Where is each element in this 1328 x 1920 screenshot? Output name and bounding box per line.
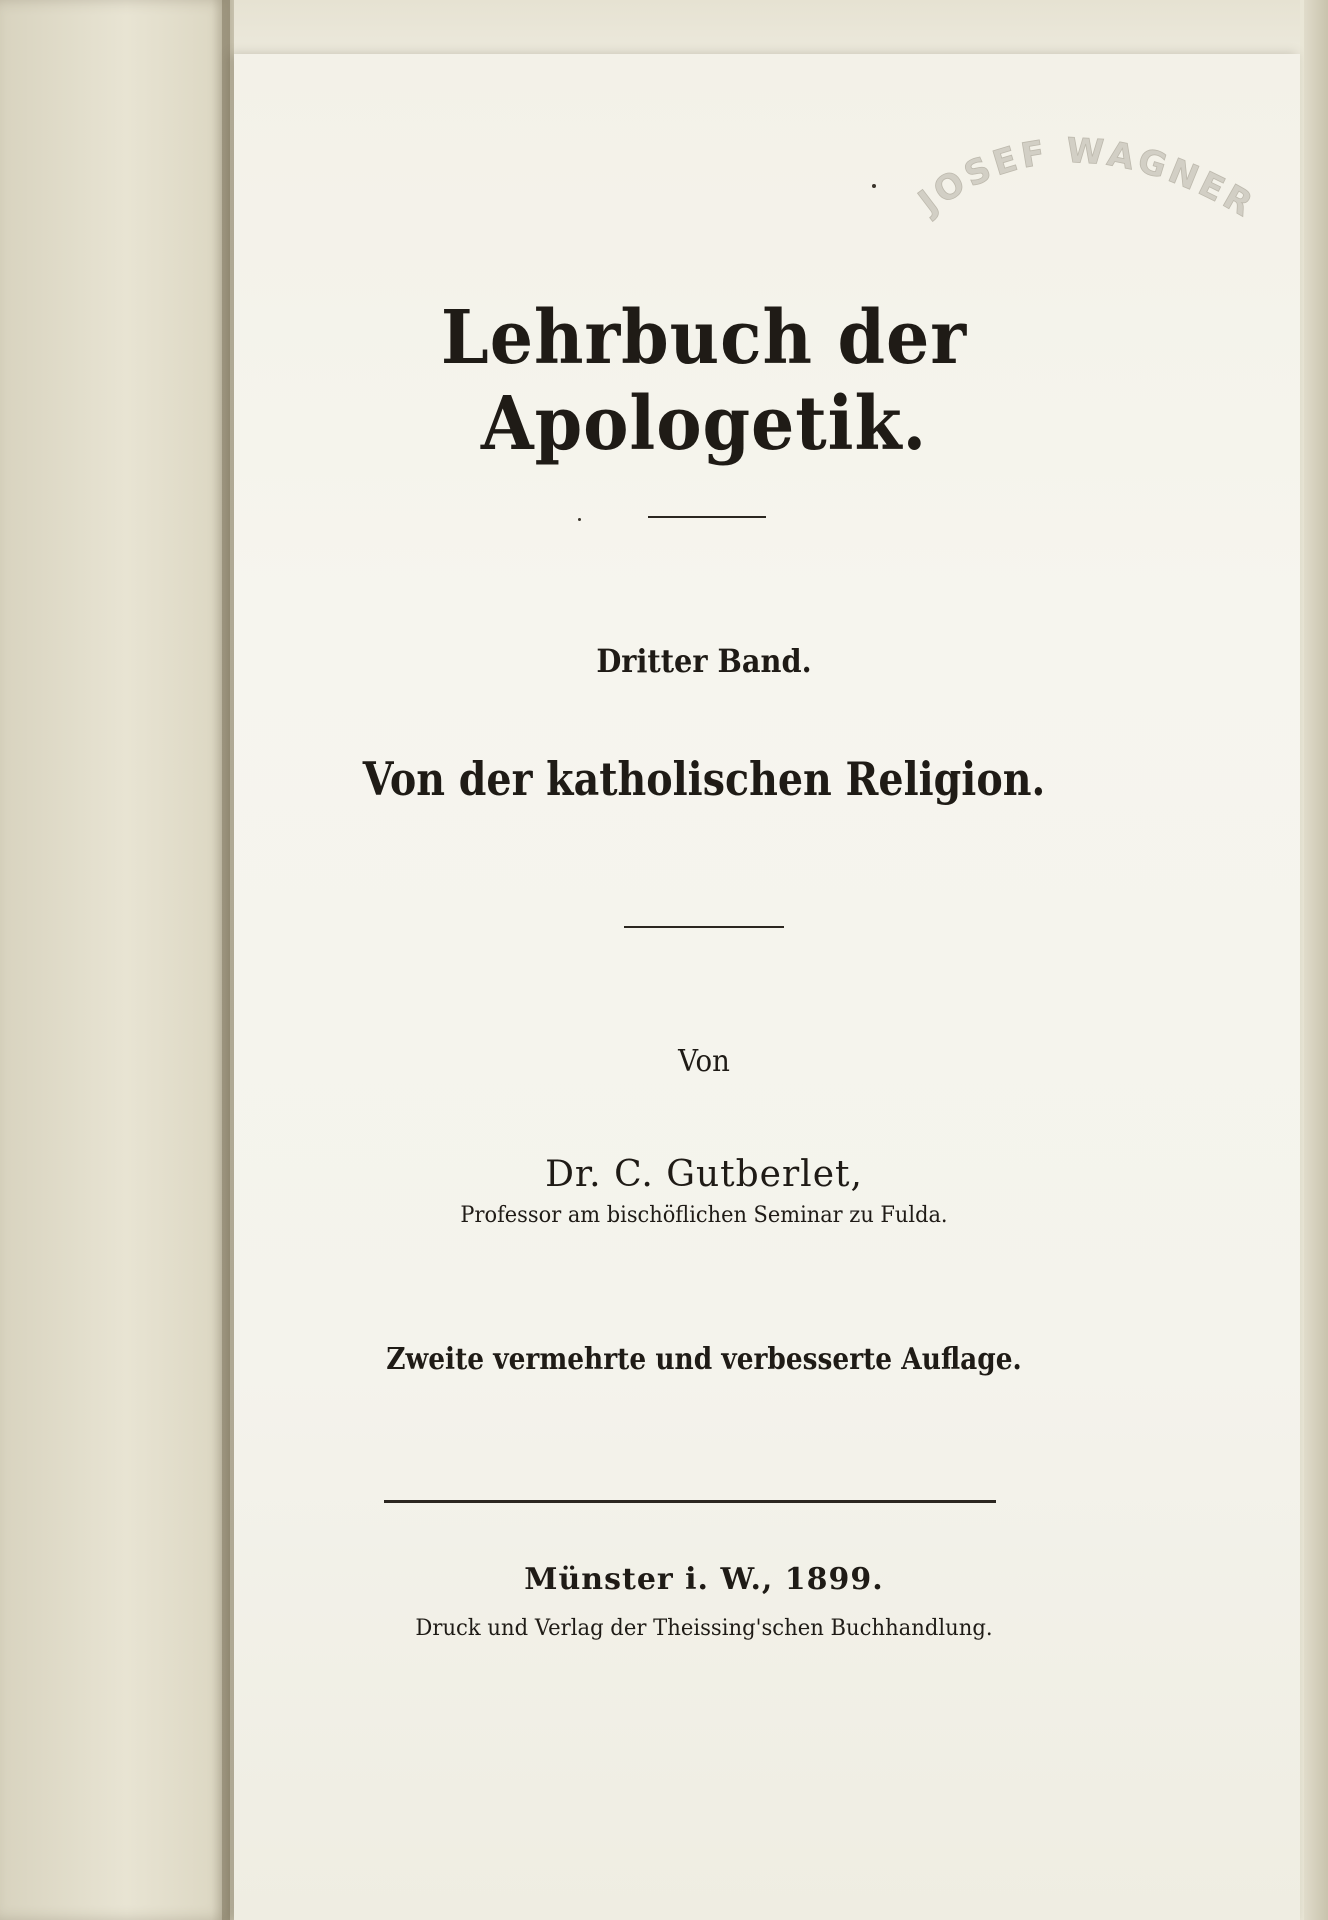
volume-label: Dritter Band. <box>596 642 812 680</box>
stamp-text: JOSEF WAGNER <box>911 130 1263 227</box>
by-line: Von <box>678 1044 730 1079</box>
author-name: Dr. C. Gutberlet, <box>545 1154 863 1195</box>
author-role: Professor am bischöflichen Seminar zu Fulda. <box>460 1203 948 1228</box>
book-title: Lehrbuch der Apologetik. <box>440 295 968 467</box>
page-edge-right <box>1304 0 1328 1920</box>
edition-note: Zweite vermehrte und verbesserte Auflage. <box>386 1342 1022 1377</box>
divider-rule <box>648 516 766 518</box>
imprint-publisher: Druck und Verlag der Theissing'schen Buchhandlung. <box>415 1616 993 1641</box>
paper-speck <box>872 184 876 188</box>
imprint-rule <box>384 1500 996 1503</box>
divider-rule <box>624 926 784 928</box>
left-page <box>0 0 230 1920</box>
title-page-content <box>234 0 1174 1920</box>
paper-speck <box>578 518 581 521</box>
book-subtitle: Von der katholischen Religion. <box>362 752 1046 806</box>
imprint-place-year: Münster i. W., 1899. <box>524 1562 884 1597</box>
